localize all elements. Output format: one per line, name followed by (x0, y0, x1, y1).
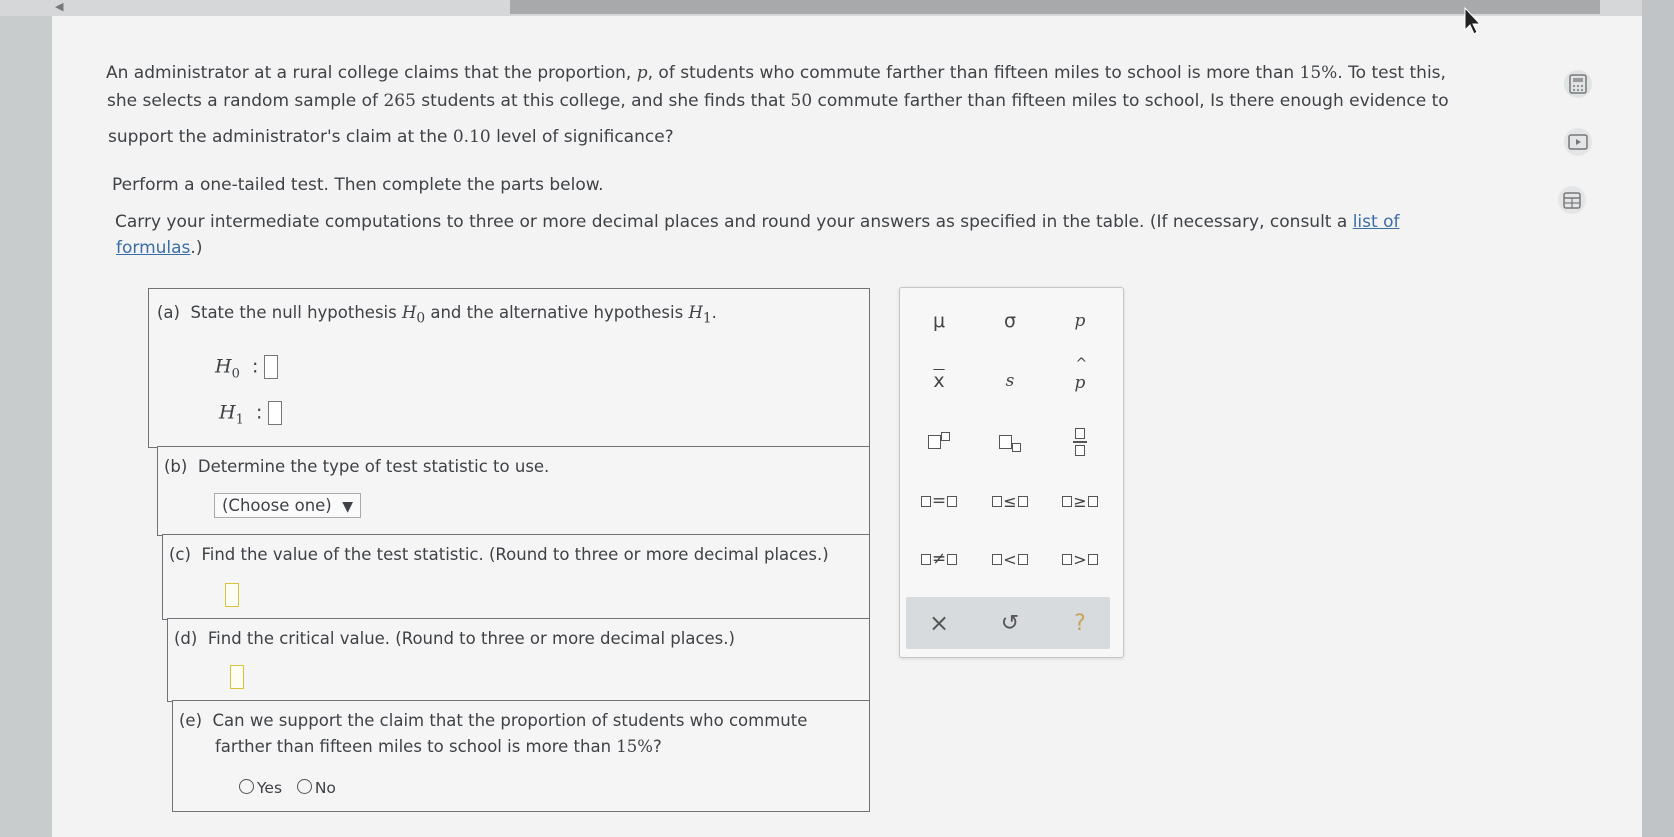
undo-icon: ↺ (1000, 610, 1020, 636)
right-edge (1642, 0, 1674, 837)
mu-button[interactable]: μ (932, 310, 946, 332)
carry-text-line-2: formulas.) (116, 238, 203, 258)
formulas-link-cont[interactable]: formulas (116, 238, 191, 258)
part-c-cell: (c) Find the value of the test statistic. (Round to three or more decimal places.) (162, 534, 870, 620)
close-icon: × (928, 609, 950, 637)
not-equal-button[interactable]: ≠ (909, 541, 969, 577)
problem-line-1: An administrator at a rural college claims that the proportion, p, of students who commute farther than fifteen miles to school is more than 15%. To test this, (106, 63, 1446, 83)
xbar-button[interactable]: $\overline{x}$ (933, 370, 945, 392)
sigma-button[interactable]: σ (1003, 310, 1017, 332)
superscript-button[interactable] (909, 424, 969, 460)
no-radio[interactable] (297, 779, 312, 794)
part-e-cell: (e) Can we support the claim that the proportion of students who commute farther than fifteen miles to school is more than 15%? Yes No (172, 700, 870, 812)
carry-text-line-1: Carry your intermediate computations to three or more decimal places and round your answers as specified in the table. (If necessary, consult a list of (115, 212, 1400, 232)
chevron-down-icon: ▼ (342, 499, 354, 515)
part-b-cell: (b) Determine the type of test statistic to use. (Choose one) ▼ (157, 446, 870, 536)
test-statistic-select[interactable]: (Choose one) ▼ (214, 493, 361, 518)
subscript-button[interactable] (980, 424, 1040, 460)
h1-row: $H_1$ : (219, 401, 282, 427)
part-a-cell: (a) State the null hypothesis $H_0$ and the alternative hypothesis $H_1$. $H_0$ : $H_1$ : (148, 288, 870, 448)
symbol-palette (899, 287, 1124, 658)
phat-button[interactable]: ^ p (1074, 356, 1088, 393)
less-equal-button[interactable]: ≤ (980, 483, 1040, 519)
play-video-icon[interactable] (1564, 128, 1592, 156)
mouse-cursor-icon (1463, 6, 1485, 36)
calculator-icon[interactable] (1564, 70, 1592, 98)
help-button[interactable] (1050, 605, 1110, 641)
test-statistic-input[interactable] (225, 583, 239, 607)
part-d-cell: (d) Find the critical value. (Round to three or more decimal places.) (167, 618, 870, 702)
help-icon: ? (1074, 610, 1086, 636)
fraction-button[interactable] (1050, 424, 1110, 460)
top-strip (0, 0, 1674, 16)
critical-value-input[interactable] (230, 665, 244, 689)
instruction-text: Perform a one-tailed test. Then complete the parts below. (112, 175, 604, 195)
h0-input[interactable] (264, 355, 278, 379)
less-than-button[interactable]: < (980, 541, 1040, 577)
question-table (148, 288, 870, 812)
palette-action-bar (906, 597, 1110, 649)
scroll-left-icon[interactable]: ◀ (55, 0, 64, 13)
formulas-link[interactable]: list of (1352, 212, 1400, 232)
undo-button[interactable] (980, 605, 1040, 641)
top-tab-bar (510, 0, 1600, 14)
h1-input[interactable] (268, 401, 282, 425)
equals-button[interactable]: = (909, 483, 969, 519)
p-button[interactable]: p (1074, 311, 1086, 331)
problem-line-2: she selects a random sample of 265 students at this college, and she finds that 50 commute farther than fifteen miles to school, Is there enough evidence to (107, 91, 1449, 111)
greater-than-button[interactable]: > (1050, 541, 1110, 577)
s-button[interactable]: s (1005, 371, 1015, 391)
greater-equal-button[interactable]: ≥ (1050, 483, 1110, 519)
yes-radio[interactable] (239, 779, 254, 794)
h0-row: $H_0$ : (215, 355, 278, 381)
problem-line-3: support the administrator's claim at the 0.10 level of significance? (108, 127, 674, 147)
clear-button[interactable] (909, 605, 969, 641)
calendar-icon[interactable] (1558, 186, 1586, 214)
box-icon (928, 435, 941, 449)
